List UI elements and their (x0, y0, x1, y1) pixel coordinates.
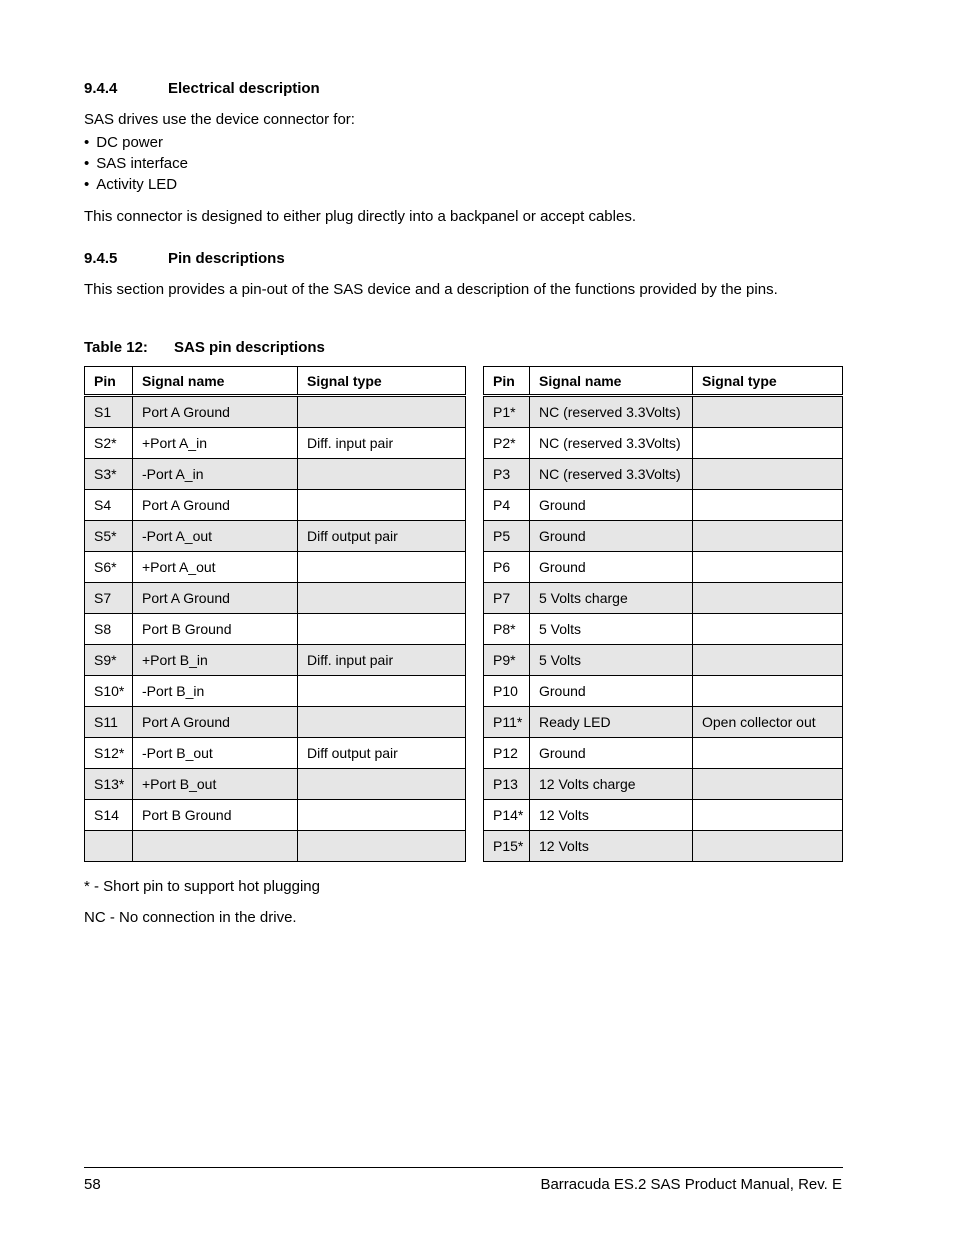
table-row (484, 396, 843, 428)
footer-divider (84, 1167, 843, 1168)
table-row (85, 800, 466, 831)
cell-pin: S1 (85, 396, 133, 428)
cell-signal-name: +Port A_in (133, 428, 298, 459)
cell-signal-name: 12 Volts charge (530, 769, 693, 800)
cell-signal-name: +Port B_in (133, 645, 298, 676)
table-row (484, 738, 843, 769)
cell-pin: S4 (85, 490, 133, 521)
table-row (85, 676, 466, 707)
cell-signal-type (298, 800, 466, 831)
table-row (484, 428, 843, 459)
cell-pin: S13* (85, 769, 133, 800)
cell-signal-type (693, 614, 843, 645)
cell-signal-name: 5 Volts (530, 645, 693, 676)
table-row (85, 707, 466, 738)
table-row (484, 490, 843, 521)
cell-signal-type (298, 396, 466, 428)
cell-pin: P6 (484, 552, 530, 583)
cell-pin: P1* (484, 396, 530, 428)
cell-signal-name: Ground (530, 521, 693, 552)
note-nc: NC - No connection in the drive. (84, 909, 297, 926)
header-signal-type: Signal type (693, 367, 843, 396)
cell-signal-type: Diff output pair (298, 521, 466, 552)
cell-pin: S12* (85, 738, 133, 769)
cell-signal-name: Ready LED (530, 707, 693, 738)
cell-pin: P11* (484, 707, 530, 738)
cell-signal-type (298, 676, 466, 707)
table-row (85, 490, 466, 521)
cell-pin (85, 831, 133, 862)
cell-pin: S5* (85, 521, 133, 552)
section-title: Pin descriptions (168, 250, 285, 267)
cell-signal-type (693, 583, 843, 614)
table-row (85, 583, 466, 614)
cell-signal-name: NC (reserved 3.3Volts) (530, 428, 693, 459)
cell-signal-name: Ground (530, 676, 693, 707)
cell-signal-name: Port B Ground (133, 800, 298, 831)
cell-signal-type (693, 645, 843, 676)
note-short-pin: * - Short pin to support hot plugging (84, 878, 320, 895)
table-caption-label: Table 12: (84, 339, 148, 356)
cell-signal-name: Port A Ground (133, 707, 298, 738)
section-number: 9.4.4 (84, 80, 118, 97)
cell-signal-name: +Port A_out (133, 552, 298, 583)
table-row (85, 396, 466, 428)
cell-pin: P4 (484, 490, 530, 521)
table-row (85, 614, 466, 645)
bullet-item: • SAS interface (84, 153, 188, 174)
table-row (484, 831, 843, 862)
cell-signal-type (298, 614, 466, 645)
cell-pin: S14 (85, 800, 133, 831)
table-caption-title: SAS pin descriptions (174, 339, 325, 356)
cell-signal-name: NC (reserved 3.3Volts) (530, 459, 693, 490)
cell-signal-name: 12 Volts (530, 800, 693, 831)
cell-signal-type (693, 800, 843, 831)
cell-signal-type (693, 831, 843, 862)
cell-signal-type (298, 831, 466, 862)
cell-signal-type (693, 521, 843, 552)
table-row (484, 645, 843, 676)
cell-signal-type (298, 552, 466, 583)
cell-signal-name: +Port B_out (133, 769, 298, 800)
cell-signal-name: -Port A_in (133, 459, 298, 490)
pin-table-signal (84, 366, 466, 862)
table-row (85, 831, 466, 862)
cell-signal-type (693, 396, 843, 428)
table-row (484, 459, 843, 490)
cell-signal-name (133, 831, 298, 862)
cell-signal-type (693, 459, 843, 490)
cell-signal-name: Port A Ground (133, 396, 298, 428)
table-row (484, 800, 843, 831)
bullet-item: • DC power (84, 132, 188, 153)
cell-pin: P7 (484, 583, 530, 614)
table-row (484, 614, 843, 645)
cell-signal-type (693, 428, 843, 459)
cell-signal-type: Diff. input pair (298, 645, 466, 676)
header-pin: Pin (85, 367, 133, 396)
cell-signal-name: Ground (530, 552, 693, 583)
cell-signal-type (298, 459, 466, 490)
cell-pin: P14* (484, 800, 530, 831)
table-row (85, 552, 466, 583)
cell-pin: P13 (484, 769, 530, 800)
cell-signal-type (693, 738, 843, 769)
cell-pin: S2* (85, 428, 133, 459)
cell-signal-name: 5 Volts charge (530, 583, 693, 614)
cell-signal-name: -Port A_out (133, 521, 298, 552)
cell-signal-type: Diff. input pair (298, 428, 466, 459)
table-row (85, 428, 466, 459)
cell-pin: S11 (85, 707, 133, 738)
cell-signal-type (693, 676, 843, 707)
cell-pin: S7 (85, 583, 133, 614)
cell-signal-name: NC (reserved 3.3Volts) (530, 396, 693, 428)
section-intro: This section provides a pin-out of the SAS device and a description of the functions provided by the pins. (84, 281, 778, 298)
cell-signal-name: Port A Ground (133, 583, 298, 614)
header-pin: Pin (484, 367, 530, 396)
cell-signal-type (693, 552, 843, 583)
cell-signal-type: Diff output pair (298, 738, 466, 769)
cell-signal-type (298, 707, 466, 738)
table-row (85, 645, 466, 676)
cell-signal-type: Open collector out (693, 707, 843, 738)
table-row (484, 583, 843, 614)
header-signal-type: Signal type (298, 367, 466, 396)
cell-signal-name: -Port B_out (133, 738, 298, 769)
cell-pin: P15* (484, 831, 530, 862)
cell-pin: P5 (484, 521, 530, 552)
cell-signal-name: Port A Ground (133, 490, 298, 521)
cell-signal-type (298, 490, 466, 521)
cell-pin: S9* (85, 645, 133, 676)
table-row (85, 738, 466, 769)
table-header-row (85, 367, 466, 396)
bullet-list (84, 132, 188, 195)
table-row (484, 521, 843, 552)
cell-pin: P10 (484, 676, 530, 707)
cell-signal-name: Ground (530, 490, 693, 521)
table-row (484, 769, 843, 800)
cell-signal-type (298, 583, 466, 614)
cell-signal-name: Port B Ground (133, 614, 298, 645)
document-title: Barracuda ES.2 SAS Product Manual, Rev. E (540, 1176, 842, 1193)
page-number: 58 (84, 1176, 101, 1193)
cell-signal-type (693, 769, 843, 800)
table-row (85, 459, 466, 490)
cell-pin: S10* (85, 676, 133, 707)
cell-signal-name: Ground (530, 738, 693, 769)
cell-pin: S8 (85, 614, 133, 645)
table-row (85, 521, 466, 552)
section-intro: SAS drives use the device connector for: (84, 111, 355, 128)
cell-signal-type (693, 490, 843, 521)
cell-pin: P9* (484, 645, 530, 676)
table-row (484, 707, 843, 738)
section-paragraph: This connector is designed to either plug directly into a backpanel or accept cables. (84, 208, 636, 225)
table-row (484, 676, 843, 707)
cell-signal-name: 12 Volts (530, 831, 693, 862)
pin-table-power (483, 366, 843, 862)
table-header-row (484, 367, 843, 396)
cell-signal-name: -Port B_in (133, 676, 298, 707)
table-row (484, 552, 843, 583)
cell-pin: P2* (484, 428, 530, 459)
section-number: 9.4.5 (84, 250, 118, 267)
table-row (85, 769, 466, 800)
cell-signal-name: 5 Volts (530, 614, 693, 645)
cell-pin: P3 (484, 459, 530, 490)
header-signal-name: Signal name (530, 367, 693, 396)
cell-pin: S6* (85, 552, 133, 583)
section-title: Electrical description (168, 80, 320, 97)
cell-pin: P8* (484, 614, 530, 645)
bullet-item: • Activity LED (84, 174, 188, 195)
cell-signal-type (298, 769, 466, 800)
header-signal-name: Signal name (133, 367, 298, 396)
cell-pin: S3* (85, 459, 133, 490)
cell-pin: P12 (484, 738, 530, 769)
